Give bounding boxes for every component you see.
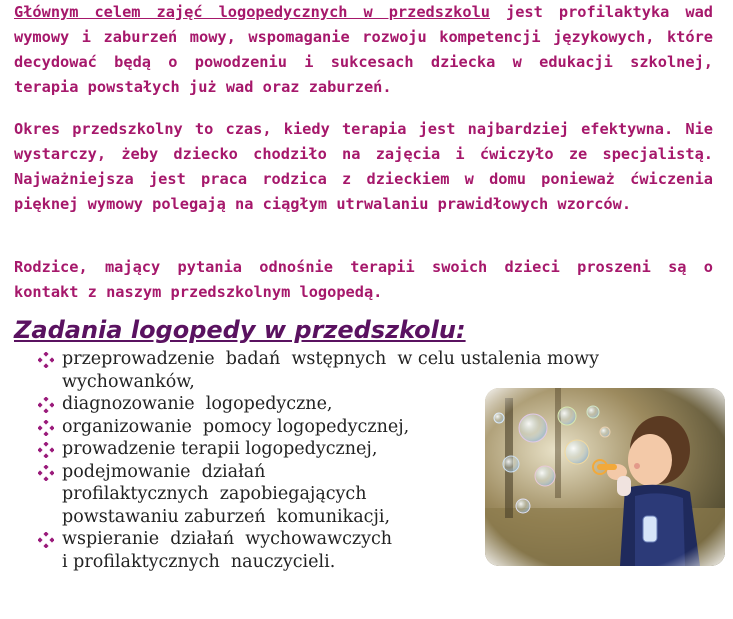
task-item-line: i profilaktycznych nauczycieli. xyxy=(62,551,336,572)
four-diamond-bullet-icon xyxy=(38,442,54,458)
task-item-line: podejmowanie działań xyxy=(62,461,266,482)
intro-rest: jest profilaktyka wad wymowy i zaburzeń mowy, wspomaganie rozwoju kompetencji językowych, które decydować będą o powodzeniu i sukcesach dziecka w edukacji szkolnej, terapia powstałych już wad oraz zaburzeń. xyxy=(14,3,713,96)
four-diamond-bullet-icon xyxy=(38,420,54,436)
task-item-line: wspieranie działań wychowawczych xyxy=(62,529,393,549)
tasks-heading: Zadania logopedy w przedszkolu: xyxy=(14,316,466,344)
task-item-line: prowadzenie terapii logopedycznej, xyxy=(62,439,378,459)
child-blowing-bubbles-photo xyxy=(485,388,725,566)
task-item-line: profilaktycznych zapobiegających xyxy=(62,484,367,504)
task-item-line: powstawaniu zaburzeń komunikacji, xyxy=(62,506,391,527)
paragraph-parents-contact: Rodzice, mający pytania odnośnie terapii swoich dzieci proszeni są o kontakt z naszym przedszkolnym logopedą. xyxy=(14,258,713,301)
four-diamond-bullet-icon xyxy=(38,465,54,481)
task-item-line: diagnozowanie logopedyczne, xyxy=(62,394,333,414)
four-diamond-bullet-icon xyxy=(38,397,54,413)
task-item-line: wychowanków, xyxy=(62,371,195,392)
paragraph-preschool-period: Okres przedszkolny to czas, kiedy terapia jest najbardziej efektywna. Nie wystarczy, żeby dziecko chodziło na zajęcia i ćwiczyło ze specjalistą. Najważniejsza jest praca rodzica z dzieckiem w domu ponieważ ćwiczenia pięknej wymowy polegają na ciągłym utrwalaniu prawidłowych wzorców. xyxy=(14,120,713,213)
four-diamond-bullet-icon xyxy=(38,532,54,548)
intro-paragraph xyxy=(14,0,713,100)
task-item-line: przeprowadzenie badań wstępnych w celu ustalenia mowy xyxy=(62,349,600,369)
intro-lead: Głównym celem zajęć logopedycznych w przedszkolu xyxy=(14,3,491,21)
task-item-line: organizowanie pomocy logopedycznej, xyxy=(62,416,410,437)
four-diamond-bullet-icon xyxy=(38,352,54,368)
task-item xyxy=(38,348,678,393)
